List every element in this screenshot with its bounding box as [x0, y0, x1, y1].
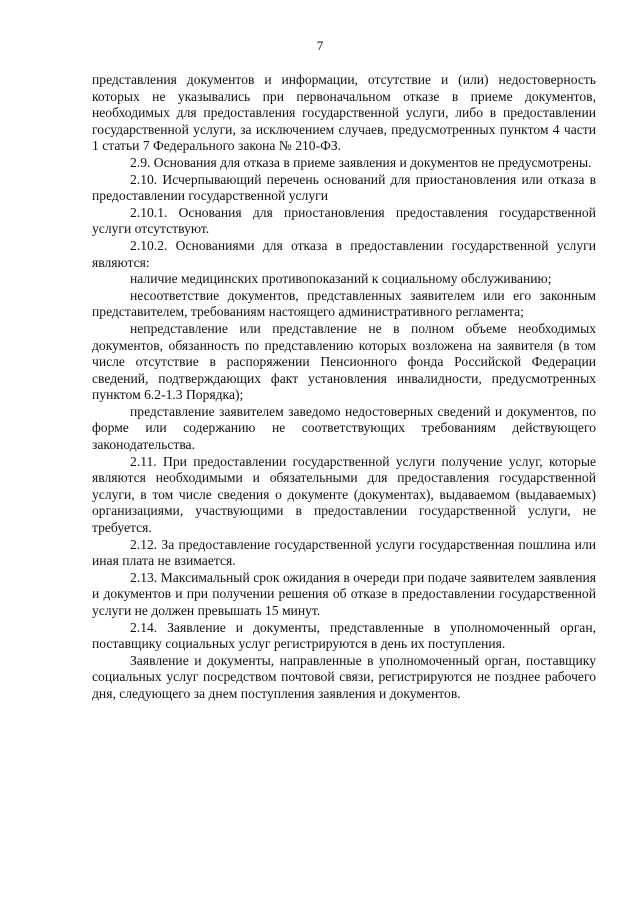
paragraph-2-11: 2.11. При предоставлении государственной услуги получение услуг, которые являются необходимыми и обязательными для предоставления государственной услуги, в том числе сведения о документе (документах), выдаваемом (выдаваемых) организациями, участвующими в предоставлении государственной услуги, не требуется. [92, 453, 596, 536]
document-body [92, 72, 596, 703]
paragraph-2-14: 2.14. Заявление и документы, представленные в уполномоченный орган, поставщику социальных услуг регистрируются в день их поступления. [92, 619, 596, 652]
refusal-ground-item: представление заявителем заведомо недостоверных сведений и документов, по форме или содержанию не соответствующих требованиям действующего законодательства. [92, 403, 596, 453]
refusal-ground-item: несоответствие документов, представленных заявителем или его законным представителем, требованиям настоящего административного регламента; [92, 287, 596, 320]
paragraph-2-13: 2.13. Максимальный срок ожидания в очереди при подаче заявителем заявления и документов и при получении решения об отказе в предоставлении государственной услуги не должен превышать 15 минут. [92, 569, 596, 618]
paragraph-2-10-1: 2.10.1. Основания для приостановления предоставления государственной услуги отсутствуют. [92, 204, 596, 237]
page-number: 7 [316, 38, 324, 53]
paragraph-2-14-postal: Заявление и документы, направленные в уполномоченный орган, поставщику социальных услуг посредством почтовой связи, регистрируются не позднее рабочего дня, следующего за днем поступления заявления и документов. [92, 652, 596, 701]
refusal-ground-item: непредставление или представление не в полном объеме необходимых документов, обязанность по представлению которых возложена на заявителя (в том числе отсутствие в распоряжении Пенсионного фонда Российской Федерации сведений, подтверждающих факт установления инвалидности, предусмотренных пунктом 6.2-1.3 Порядка); [92, 320, 596, 403]
refusal-ground-item: наличие медицинских противопоказаний к социальному обслуживанию; [130, 271, 552, 287]
paragraph-2-9: 2.9. Основания для отказа в приеме заявления и документов не предусмотрены. [130, 154, 592, 170]
paragraph-2-12: 2.12. За предоставление государственной услуги государственная пошлина или иная плата не взимается. [92, 536, 596, 569]
paragraph-continuation: представления документов и информации, отсутствие и (или) недостоверность которых не указывались при первоначальном отказе в приеме документов, необходимых для предоставления государственной услуги, либо в предоставлении государственной услуги, за исключением случаев, предусмотренных пунктом 4 части 1 статьи 7 Федерального закона № 210-ФЗ. [92, 72, 596, 154]
paragraph-2-10-2: 2.10.2. Основаниями для отказа в предоставлении государственной услуги являются: [92, 237, 596, 270]
paragraph-2-10: 2.10. Исчерпывающий перечень оснований для приостановления или отказа в предоставлении государственной услуги [92, 171, 596, 204]
